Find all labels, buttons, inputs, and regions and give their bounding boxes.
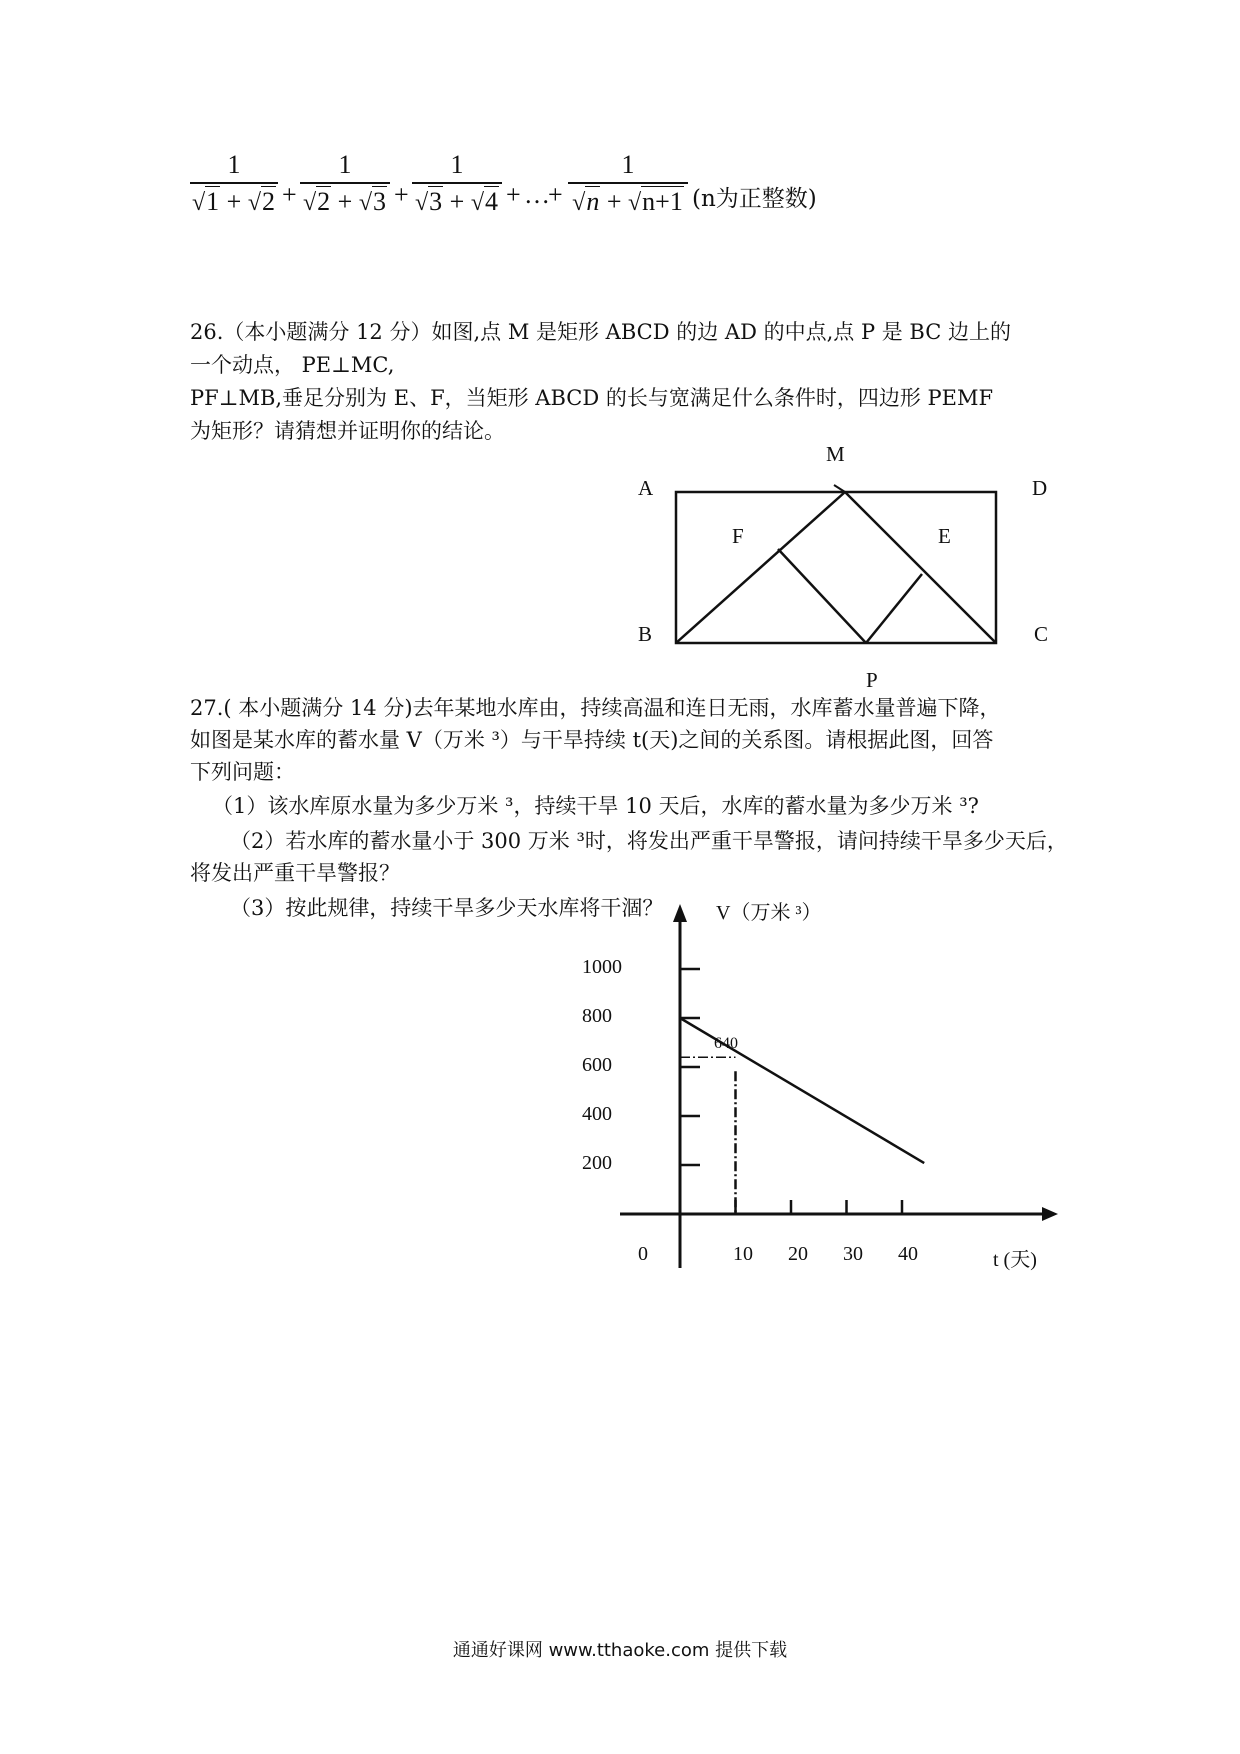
- y-axis-arrow: [673, 904, 687, 922]
- x-tick-40: 40: [898, 1243, 918, 1265]
- footer: 通通好课网 www.tthaoke.com 提供下载: [452, 1640, 788, 1661]
- x-axis-label: t (天): [993, 1249, 1037, 1271]
- q26-line2: 一个动点， PE⊥MC,: [190, 353, 395, 377]
- ellipsis: …: [524, 180, 550, 209]
- fraction-3: 1 √3 + √4: [412, 148, 502, 220]
- x-axis-arrow: [1042, 1207, 1058, 1221]
- label-C: C: [1034, 622, 1049, 646]
- fraction-n: 1 √n + √n+1: [568, 148, 688, 220]
- label-M: M: [826, 442, 845, 466]
- x-tick-0: 0: [638, 1243, 648, 1265]
- y-tick-600: 600: [582, 1054, 612, 1076]
- q27-sub2b: 将发出严重干旱警报？: [190, 861, 400, 885]
- denominator: √1 + √2: [191, 187, 275, 216]
- x-tick-10: 10: [733, 1243, 753, 1265]
- y-axis-label: V（万米 ³）: [716, 902, 822, 924]
- q27-line2: 如图是某水库的蓄水量 V（万米 ³）与干旱持续 t(天)之间的关系图。请根据此图，回答: [190, 728, 994, 752]
- y-tick-400: 400: [582, 1103, 612, 1125]
- label-D: D: [1032, 476, 1048, 500]
- label-B: B: [638, 622, 653, 646]
- x-tick-30: 30: [843, 1243, 863, 1265]
- q26-line1: 26.（本小题满分 12 分）如图,点 M 是矩形 ABCD 的边 AD 的中点,点 P 是 BC 边上的: [190, 320, 1011, 344]
- label-E: E: [938, 524, 951, 548]
- y-tick-1000: 1000: [582, 956, 622, 978]
- formula-note: (n为正整数): [692, 186, 817, 212]
- fraction-2: 1 √2 + √3: [300, 148, 390, 220]
- label-A: A: [638, 476, 654, 500]
- q27-line1: 27.( 本小题满分 14 分)去年某地水库由，持续高温和连日无雨，水库蓄水量普遍下降，: [190, 696, 1001, 720]
- label-P: P: [866, 668, 878, 692]
- numerator: 1: [227, 150, 241, 179]
- y-tick-800: 800: [582, 1005, 612, 1027]
- x-tick-20: 20: [788, 1243, 808, 1265]
- label-F: F: [732, 524, 744, 548]
- annotation-640: 640: [714, 1035, 738, 1052]
- q27-line3: 下列问题：: [190, 760, 295, 784]
- q27-sub1: （1）该水库原水量为多少万米 ³，持续干旱 10 天后，水库的蓄水量为多少万米 ³?: [212, 794, 979, 818]
- y-tick-200: 200: [582, 1152, 612, 1174]
- q26-line4: 为矩形？请猜想并证明你的结论。: [190, 419, 505, 443]
- q26-line3: PF⊥MB,垂足分别为 E、F，当矩形 ABCD 的长与宽满足什么条件时，四边形 PEMF: [190, 386, 994, 410]
- q27-sub3: （3）按此规律，持续干旱多少天水库将干涸？: [230, 896, 664, 920]
- q27-sub2a: （2）若水库的蓄水量小于 300 万米 ³时，将发出严重干旱警报，请问持续干旱多少天后，: [230, 829, 1068, 853]
